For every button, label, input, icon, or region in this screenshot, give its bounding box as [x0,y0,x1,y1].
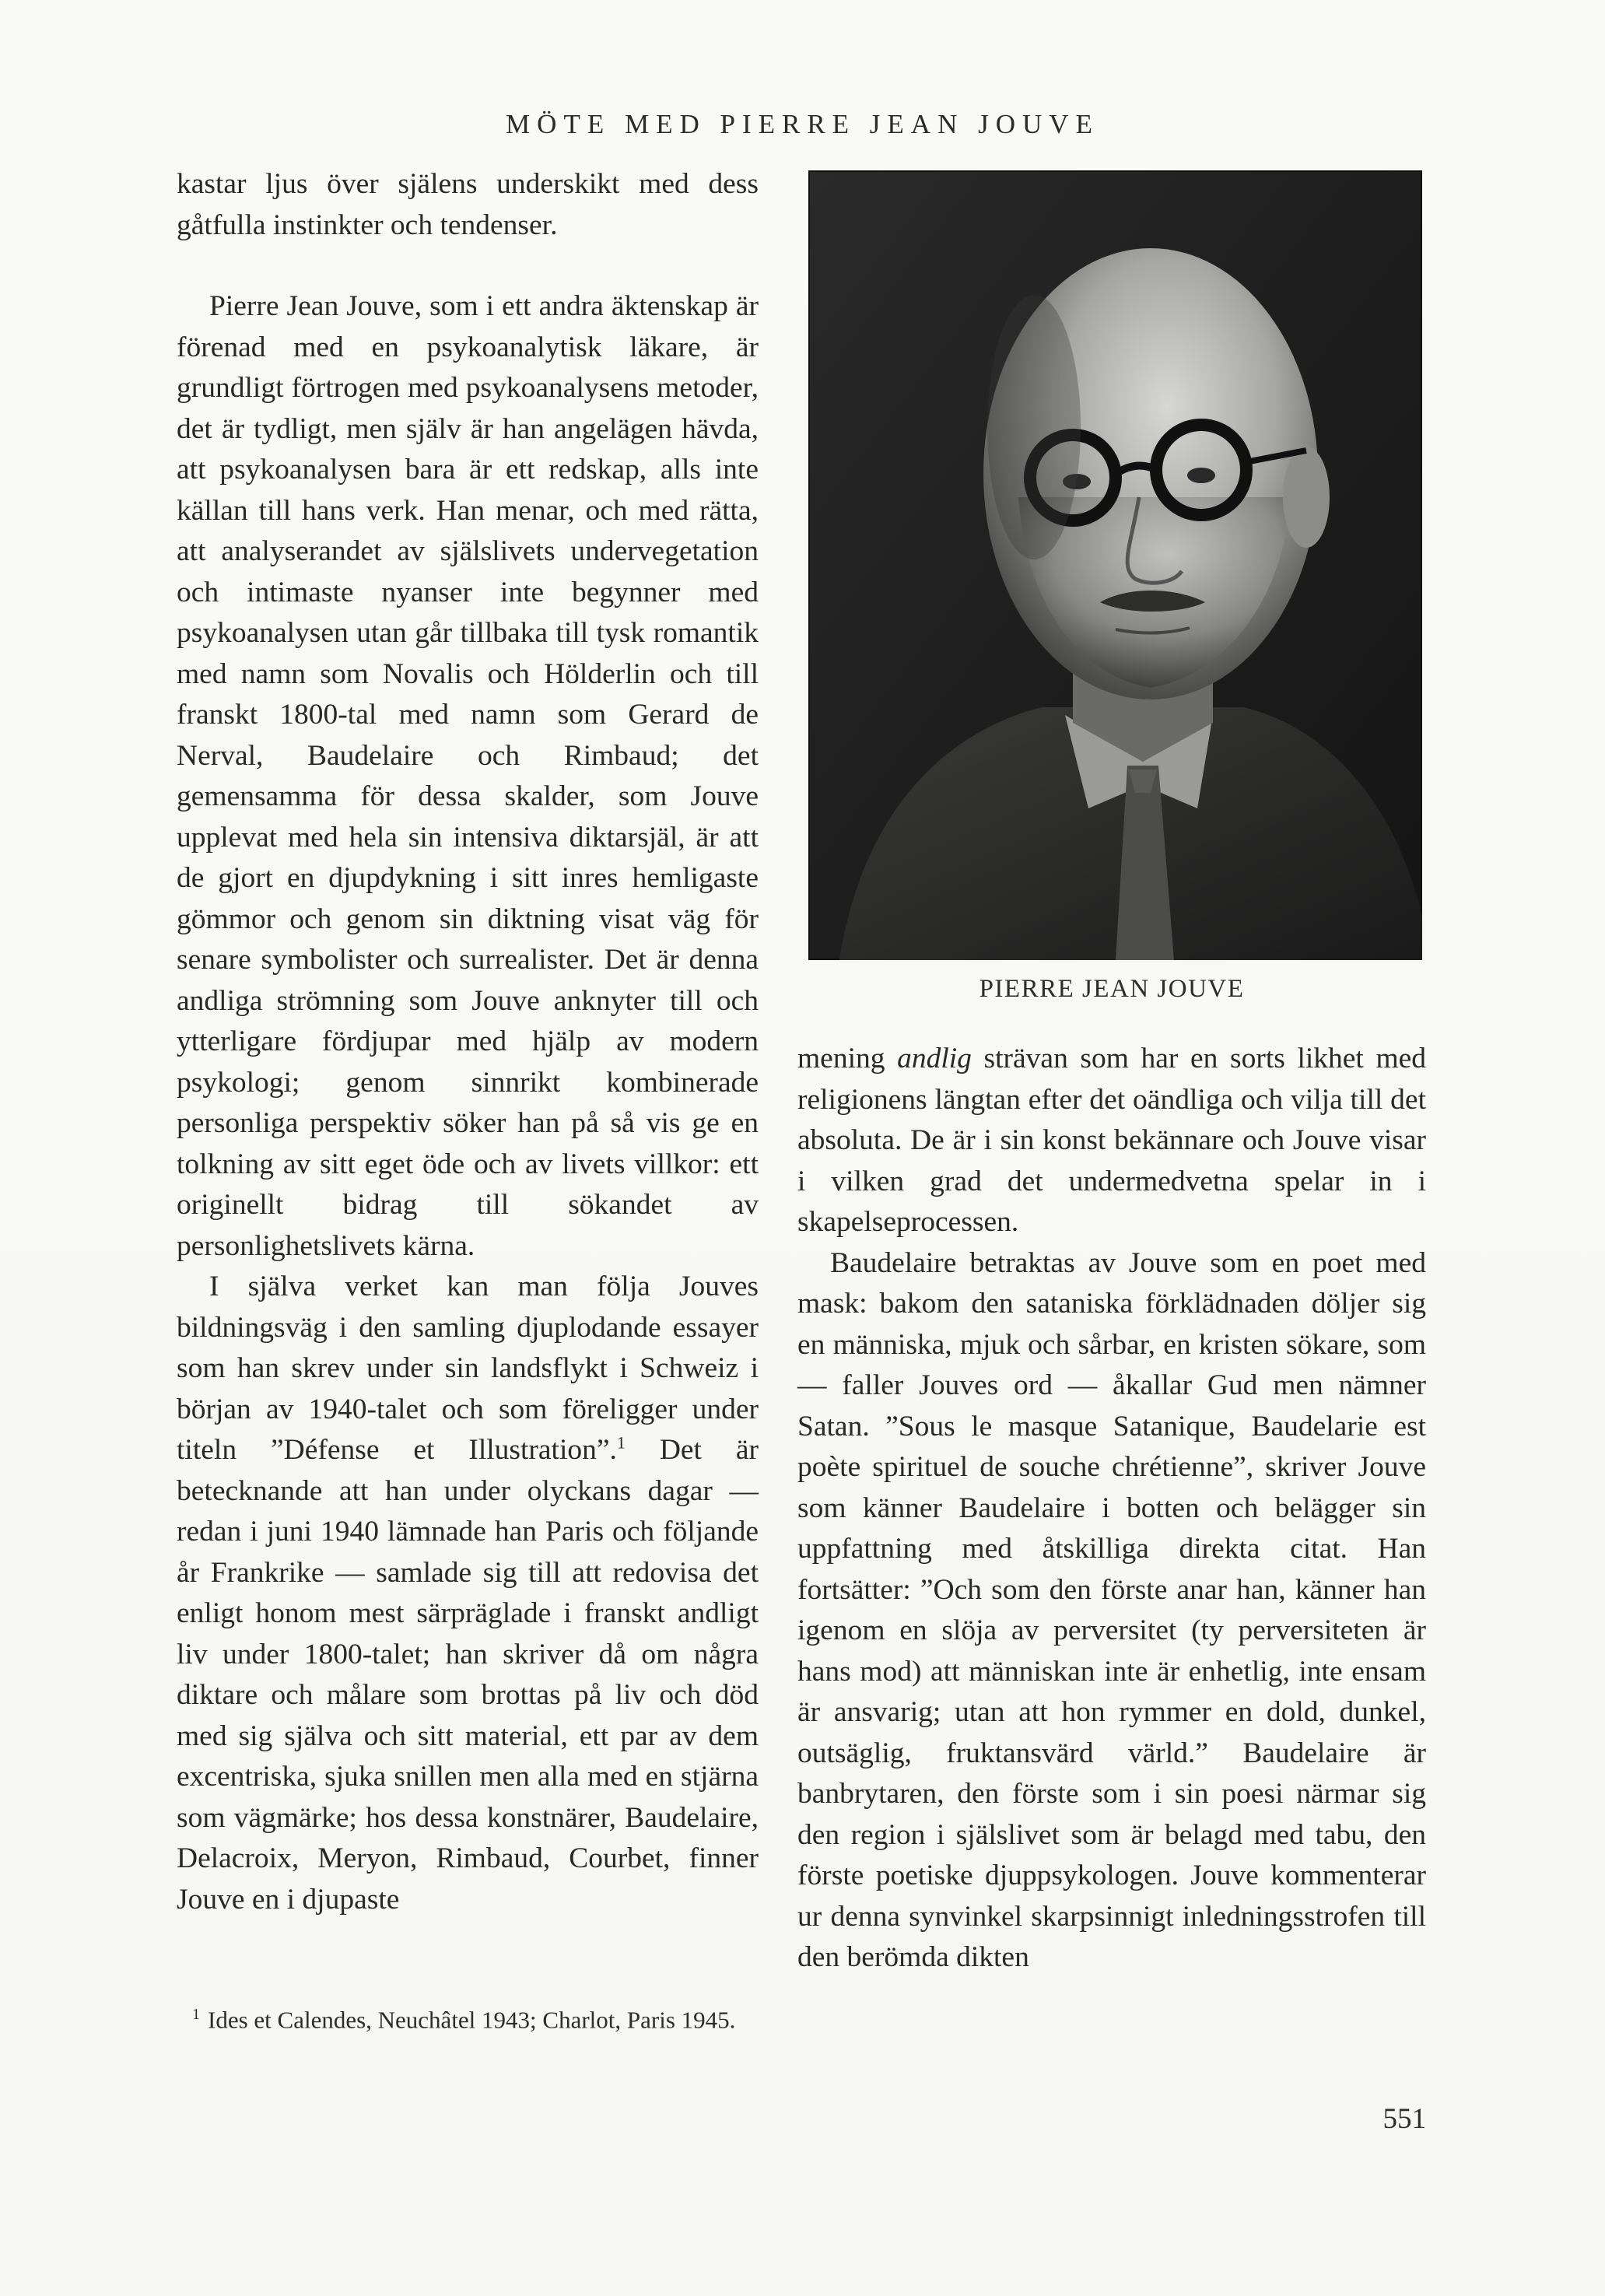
left-text-column [177,164,759,1920]
right-text-column [797,1039,1426,1979]
footnote [177,1999,759,2035]
footnote-mark: 1 [192,2006,200,2023]
paragraph-defense-et-illustration [177,1267,759,1920]
paragraph-baudelaire: Baudelaire betraktas av Jouve som en poet med mask: bakom den sataniska förklädnaden döljer sig en människa, mjuk och sårbar, en kristen sökare, som — faller Jouves ord — åkallar Gud men nämner Satan. ”Sous le masque Satanique, Baudelarie est poète spirituel de souche chrétienne”, skriver Jouve som känner Baudelaire i botten och belägger sin uppfattning med åtskilliga direkta citat. Han fortsätter: ”Och som den förste anar han, känner han igenom en slöja av perversitet (ty perversiteten är hans mod) att människan inte är enhetlig, inte ensam är ansvarig; utan att hon rymmer en dold, dunkel, outsäglig, fruktansvärd värld.” Baudelaire är banbrytaren, den förste som i sin poesi närmar sig den region i själslivet som är belagd med tabu, den förste poetiske djuppsykologen. Jouve kommenterar ur denna synvinkel skarpsinnigt inledningsstrofen till den berömda dikten [797,1246,1426,1973]
paragraph-jouve-psychoanalysis: Pierre Jean Jouve, som i ett andra äktenskap är förenad med en psykoanalytisk läkare, är grundligt förtrogen med psykoanalysens metoder, det är tydligt, men själv är han angelägen hävda, att psykoanalysen bara är ett redskap, alls inte källan till hans verk. Han menar, och med rätta, att analyserandet av själslivets undervegetation och intimaste nyanser inte begynner med psykoanalysen utan går tillbaka till tysk romantik med namn som Novalis och Hölderlin och till franskt 1800-tal med namn som Gerard de Nerval, Baudelaire och Rimbaud; det gemensamma för dessa skalder, som Jouve upplevat med hela sin intensiva diktarsjäl, är att de gjort en djupdykning i sitt inres hemligaste gömmor och genom sin diktning visat väg för senare symbolister och surrealister. Det är denna andliga strömning som Jouve anknyter till och ytterligare fördjupar med hjälp av modern psykologi; genom sinnrikt kombinerade personliga perspektiv söker han på så vis ge en tolkning av sitt eget öde och av livets villkor: ett originellt bidrag till sökandet av personlighetslivets kärna. [177,290,759,1262]
footnote-reference: 1 [616,1432,626,1453]
paragraph-text-after-note: Det är betecknande att han under olyckans dagar — redan i juni 1940 lämnade han Paris och följande år Frankrike — samlade sig till att redovisa det enligt honom mest särpräglade i franskt andligt liv under 1800-talet; han skriver då om några diktare och målare som brottas på liv och död med sig själva och sitt material, ett par av dem excentriska, sjuka snillen men alla med en stjärna som vägmärke; hos dessa konstnärer, Baudelaire, Delacroix, Meryon, Rimbaud, Courbet, finner Jouve en i djupaste [177,1434,759,1916]
portrait-caption: PIERRE JEAN JOUVE [979,975,1245,1003]
portrait-image [808,170,1422,960]
running-head-title: MÖTE MED PIERRE JEAN JOUVE [506,109,1099,139]
paragraph-andlig-stravan [797,1039,1426,1243]
page-number: 551 [1382,2103,1426,2135]
paragraph-continuation: kastar ljus över själens underskikt med dess gåtfulla instinkter och tendenser. [177,168,759,241]
footnote-text: Ides et Calendes, Neuchâtel 1943; Charlot, Paris 1945. [208,2006,736,2034]
paragraph-text-before-note: I själva verket kan man följa Jouves bildningsväg i den samling djuplodande essayer som han skrev under sin landsflykt i Schweiz i början av 1940-talet och som föreligger under titeln ”Défense et Illustration”. [177,1271,759,1466]
paragraph-text-end: strävan som har en sorts likhet med religionens längtan efter det oändliga och vilja till det absoluta. De är i sin konst bekännare och Jouve visar i vilken grad det undermedvetna spelar in i skapelseprocessen. [797,1043,1427,1238]
paragraph-gap [177,246,759,286]
portrait-photograph [808,170,1422,960]
paragraph-text-start: mening [797,1043,898,1074]
italic-word: andlig [897,1043,972,1074]
